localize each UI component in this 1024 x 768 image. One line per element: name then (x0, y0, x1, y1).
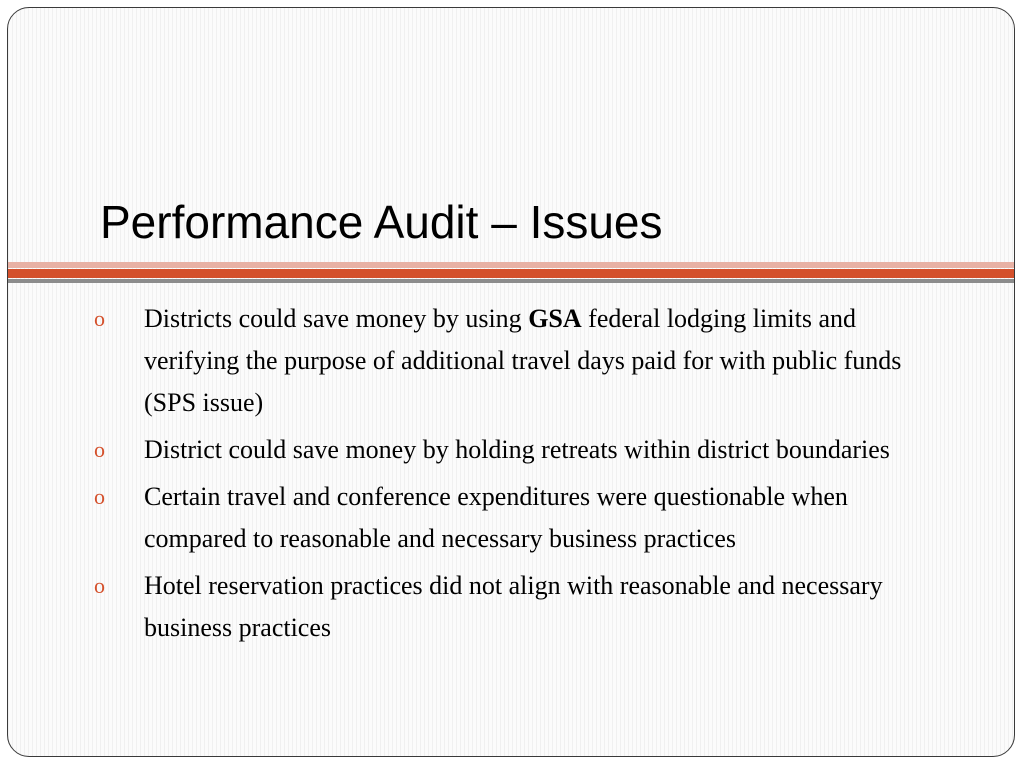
bullet-circle-icon: o (94, 437, 105, 462)
bullet-text: Certain travel and conference expenditures were questionable when compared to reasonable and necessary business practices (144, 482, 848, 553)
bullet-text: Hotel reservation practices did not align with reasonable and necessary business practices (144, 571, 883, 642)
title-divider-accent (8, 269, 1015, 278)
title-divider-gray (8, 279, 1015, 283)
slide-frame (7, 7, 1015, 757)
bullet-item-hotel-reservations (94, 565, 934, 649)
bullet-text-bold-gsa: GSA (528, 304, 582, 333)
bullet-circle-icon: o (94, 306, 105, 331)
bullet-item-retreats (94, 429, 934, 471)
bullet-text: District could save money by holding retreats within district boundaries (144, 435, 890, 464)
bullet-circle-icon: o (94, 573, 105, 598)
bullet-item-gsa-lodging (94, 298, 934, 424)
title-divider-light (8, 262, 1015, 268)
bullet-item-travel-expenditures (94, 476, 934, 560)
bullet-text-tail: federal lodging limits and verifying the purpose of additional travel days paid for with public funds (SPS issue) (144, 304, 902, 417)
bullet-text-lead: Districts could save money by using (144, 304, 529, 333)
bullet-circle-icon: o (94, 484, 105, 509)
bullet-list (94, 298, 934, 654)
slide-title: Performance Audit – Issues (100, 196, 663, 248)
bullet-text (144, 304, 901, 417)
